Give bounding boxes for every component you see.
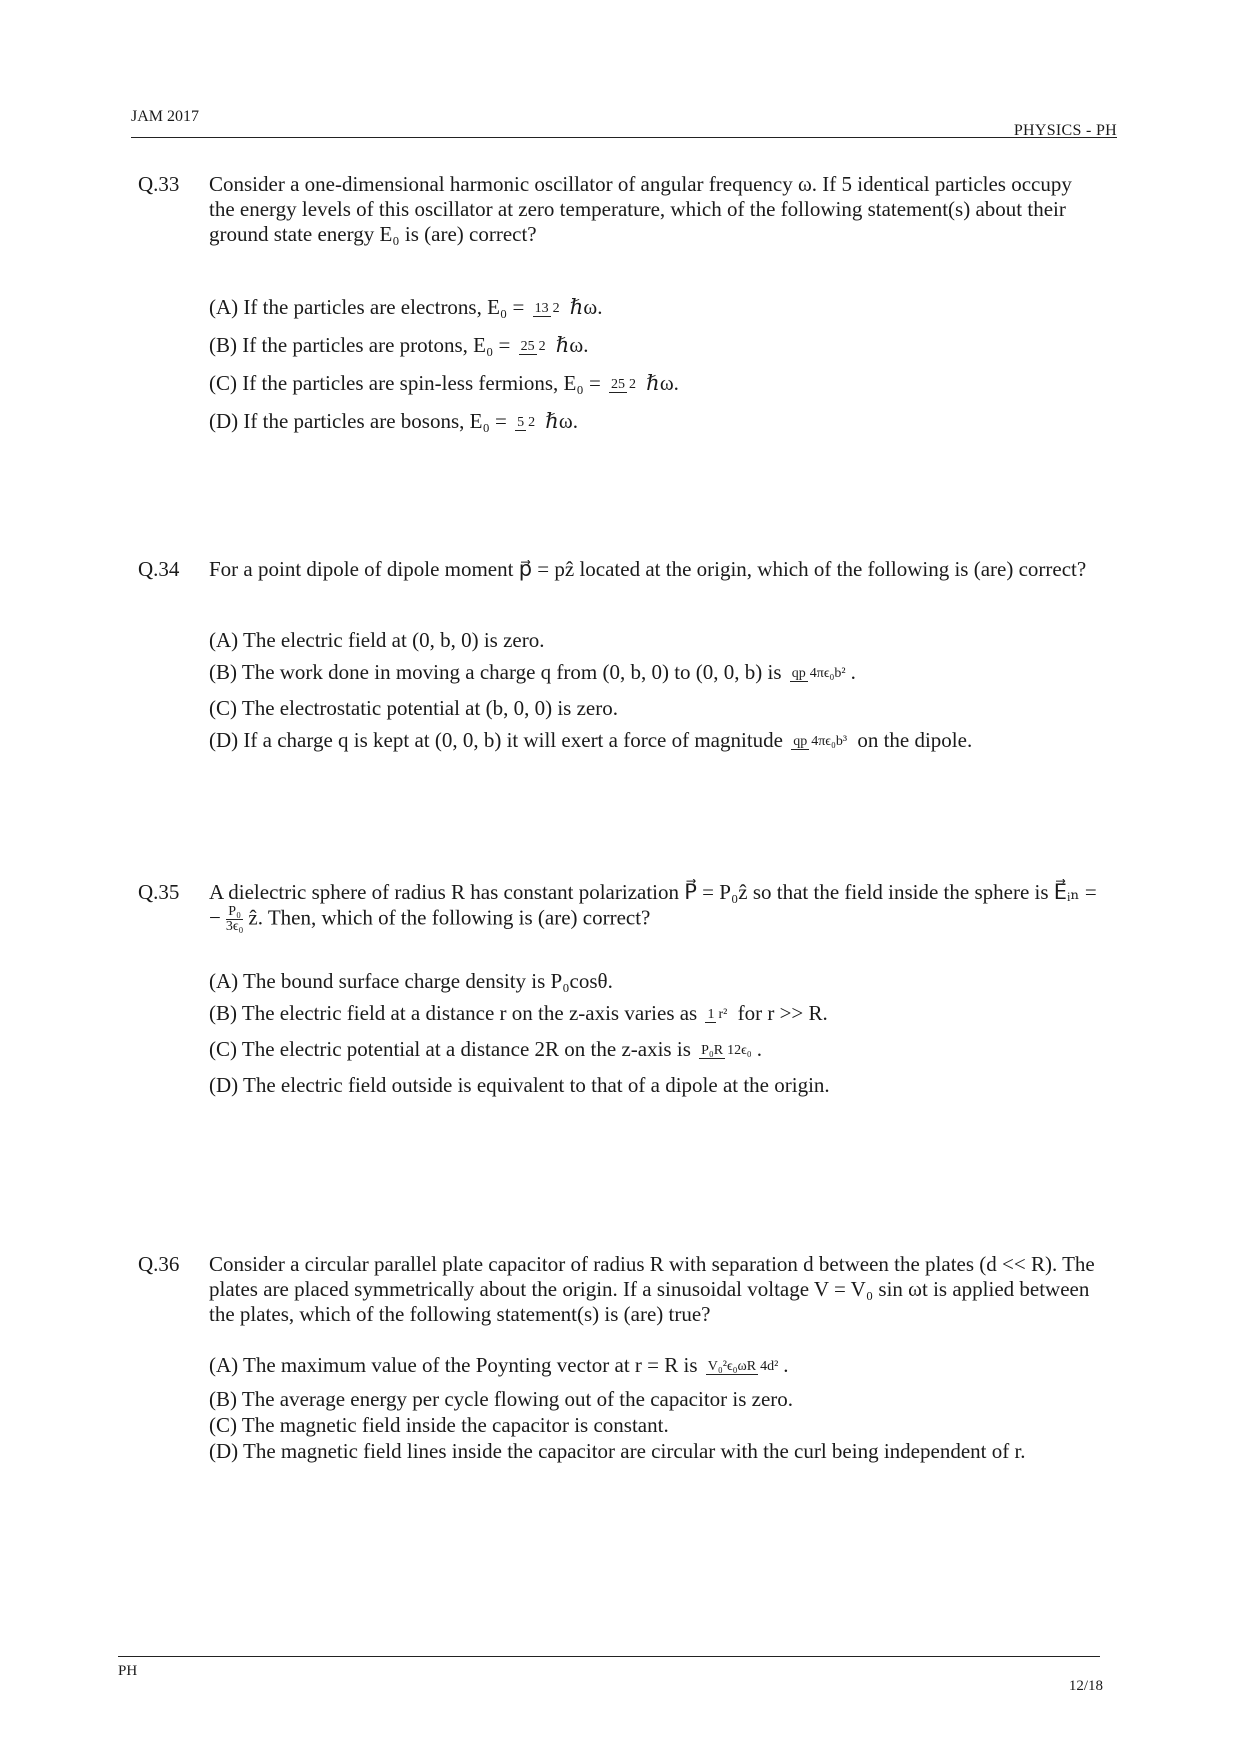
option-d: (D) The magnetic field lines inside the capacitor are circular with the curl being independent of r. [209, 1439, 1026, 1463]
header-subject: PHYSICS - PH [1013, 122, 1117, 139]
question-number: Q.36 [138, 1252, 180, 1276]
option-b: (B) If the particles are protons, E₀ = 25 2 ℏω. [209, 333, 589, 357]
fraction: qp 4πϵ₀b² [791, 666, 846, 682]
option-c: (C) The electrostatic potential at (b, 0, 0) is zero. [209, 696, 618, 720]
option-a: (A) If the particles are electrons, E₀ = 13 2 ℏω. [209, 295, 603, 319]
footer-rule [118, 1656, 1100, 1657]
option-c: (C) The electric potential at a distance 2R on the z-axis is P₀R 12ϵ₀ . [209, 1037, 762, 1061]
fraction: qp 4πϵ₀b³ [793, 734, 848, 750]
footer-subject-code: PH [118, 1663, 138, 1679]
option-a: (A) The electric field at (0, b, 0) is zero. [209, 628, 545, 652]
fraction: P₀R 12ϵ₀ [701, 1043, 752, 1059]
question-number: Q.35 [138, 880, 180, 904]
header-exam-name: JAM 2017 [131, 108, 200, 125]
options-list [209, 1350, 1098, 1464]
fraction: 1 r² [707, 1007, 728, 1023]
option-d: (D) If a charge q is kept at (0, 0, b) it will exert a force of magnitude qp 4πϵ₀b³ on the dipole. [209, 728, 973, 752]
page-number: 12/18 [1068, 1678, 1103, 1694]
options-list [209, 292, 1098, 444]
fraction: 25 2 [611, 377, 637, 393]
option-a: (A) The bound surface charge density is P₀cosθ. [209, 969, 613, 993]
fraction: $\frac{\text{P₀}}{\text{3ϵ₀}}$ [225, 904, 244, 934]
option-c: (C) If the particles are spin-less fermions, E₀ = 25 2 ℏω. [209, 371, 679, 395]
question-text: For a point dipole of dipole moment p⃗ = pẑ located at the origin, which of the following is (are) correct? [209, 557, 1087, 581]
fraction: 25 2 [520, 339, 546, 355]
options-list [209, 625, 1098, 763]
option-b: (B) The work done in moving a charge q from (0, b, 0) to (0, 0, b) is qp 4πϵ₀b² . [209, 660, 856, 684]
fraction: V₀²ϵ₀ωR 4d² [707, 1359, 779, 1375]
header-rule [131, 137, 1117, 138]
option-b: (B) The average energy per cycle flowing out of the capacitor is zero. [209, 1387, 794, 1411]
question-number: Q.34 [138, 557, 180, 581]
question-text: Consider a circular parallel plate capacitor of radius R with separation d between the plates (d << R). The plates are placed symmetrically about the origin. If a sinusoidal voltage V = V₀ sin ωt is applied between the plates, which of the following statement(s) is (are) true? [209, 1252, 1095, 1326]
option-a: (A) The maximum value of the Poynting vector at r = R is V₀²ϵ₀ωR 4d² . [209, 1353, 789, 1377]
fraction: 5 2 [517, 415, 536, 431]
option-c: (C) The magnetic field inside the capacitor is constant. [209, 1413, 669, 1437]
option-d: (D) The electric field outside is equivalent to that of a dipole at the origin. [209, 1073, 830, 1097]
fraction: 13 2 [534, 301, 560, 317]
option-d: (D) If the particles are bosons, E₀ = 5 2 ℏω. [209, 409, 579, 433]
question-number: Q.33 [138, 172, 180, 196]
option-b: (B) The electric field at a distance r on the z-axis varies as 1 r² for r >> R. [209, 1001, 828, 1025]
question-text: Consider a one-dimensional harmonic oscillator of angular frequency ω. If 5 identical particles occupy the energy levels of this oscillator at zero temperature, which of the following statement(s) about their ground state energy E₀ is (are) correct? [209, 172, 1072, 246]
options-list [209, 966, 1098, 1108]
question-text: A dielectric sphere of radius R has constant polarization P⃗ = P₀ẑ so that the field inside the sphere is E⃗ᵢₙ = − $\frac{\text{P₀}}{\text{3ϵ₀}}$ ẑ. Then, which of the following is (are) correct? [209, 880, 1097, 934]
